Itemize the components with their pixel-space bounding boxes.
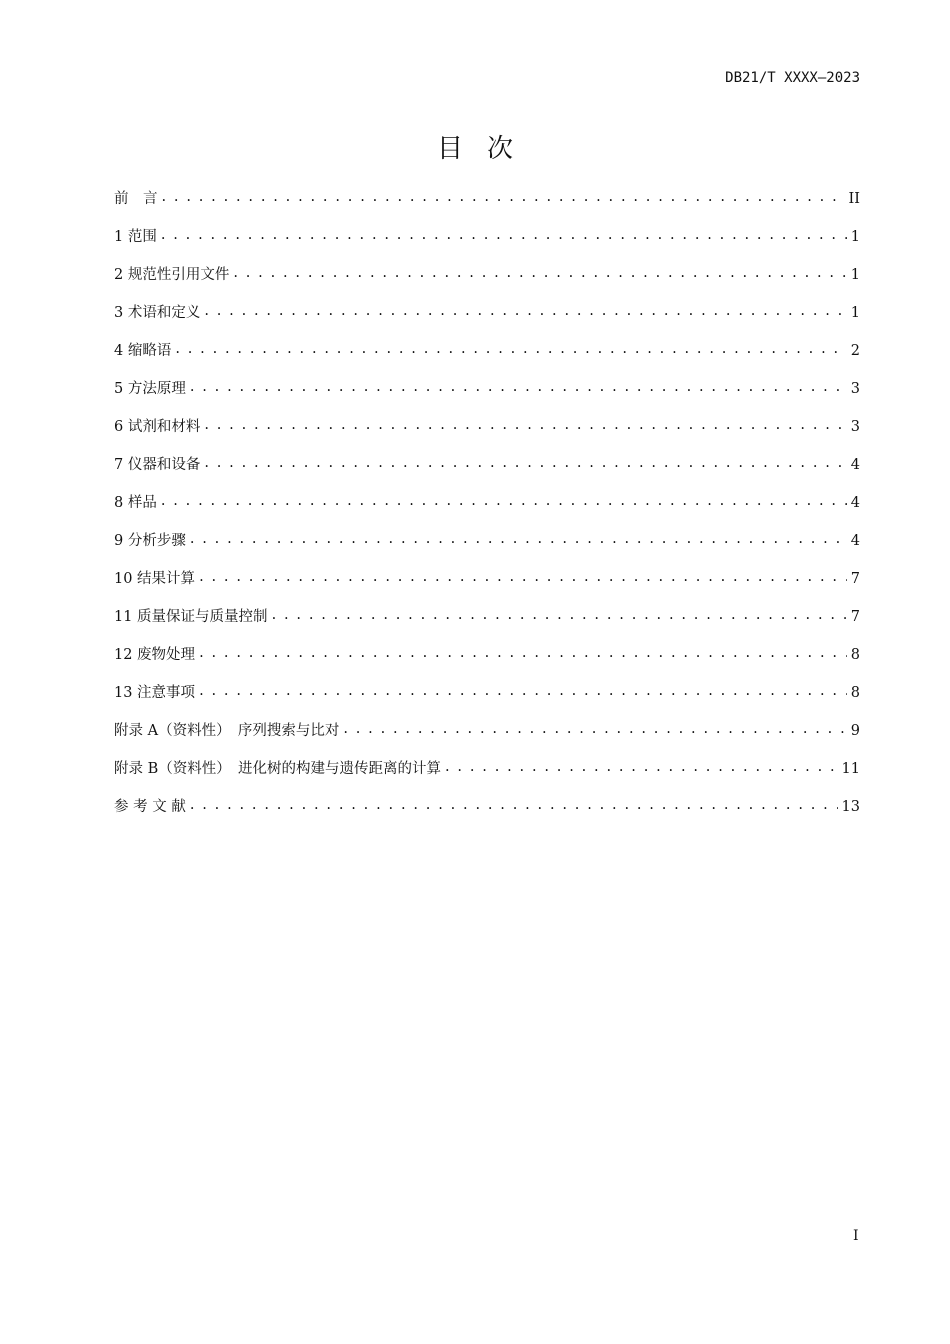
toc-entry[interactable] [114, 453, 860, 491]
toc-entry-page: 7 [850, 571, 860, 587]
toc-entry-page: 8 [850, 647, 860, 663]
toc-entry[interactable] [114, 377, 860, 415]
toc-entry-label: 11 质量保证与质量控制 [114, 609, 268, 625]
toc-entry-page: 3 [850, 419, 860, 435]
toc-entry-label: 9 分析步骤 [114, 533, 186, 549]
toc-entry-page: 9 [850, 723, 860, 739]
toc-entry[interactable] [114, 301, 860, 339]
dot-leader [162, 189, 845, 204]
toc-entry[interactable] [114, 263, 860, 301]
toc-entry-label: 6 试剂和材料 [114, 419, 201, 435]
dot-leader [175, 341, 846, 356]
dot-leader [343, 721, 846, 736]
toc-entry-label: 3 术语和定义 [114, 305, 201, 321]
toc-entry[interactable] [114, 757, 860, 795]
toc-entry-page: 2 [850, 343, 860, 359]
toc-entry[interactable] [114, 225, 860, 263]
dot-leader [190, 379, 847, 394]
toc-entry-label: 12 废物处理 [114, 647, 196, 663]
toc-entry-page: II [848, 191, 860, 207]
toc-entry-label: 附录 A（资料性） 序列搜索与比对 [114, 723, 340, 739]
toc-entry-label: 参 考 文 献 [114, 799, 186, 815]
toc-entry-label: 前 言 [114, 191, 158, 207]
toc-entry[interactable] [114, 491, 860, 529]
toc-entry-page: 4 [850, 533, 860, 549]
document-code: DB21/T XXXX—2023 [725, 70, 860, 86]
page-title: 目次 [436, 134, 537, 164]
toc-entry-label: 附录 B（资料性） 进化树的构建与遗传距离的计算 [114, 761, 442, 777]
toc-entry-label: 2 规范性引用文件 [114, 267, 230, 283]
toc-entry-page: 11 [841, 761, 860, 777]
toc-entry-label: 4 缩略语 [114, 343, 172, 359]
toc-entry[interactable] [114, 719, 860, 757]
toc-entry-label: 7 仪器和设备 [114, 457, 201, 473]
dot-leader [161, 493, 847, 508]
dot-leader [445, 759, 838, 774]
dot-leader [199, 645, 847, 660]
toc-entry[interactable] [114, 339, 860, 377]
toc-entry[interactable] [114, 187, 860, 225]
dot-leader [161, 227, 847, 242]
toc-entry[interactable] [114, 529, 860, 567]
table-of-contents [114, 187, 860, 833]
toc-entry-page: 13 [841, 799, 860, 815]
dot-leader [204, 417, 846, 432]
toc-entry-page: 4 [850, 457, 860, 473]
toc-entry-label: 1 范围 [114, 229, 157, 245]
dot-leader [204, 455, 846, 470]
toc-entry[interactable] [114, 567, 860, 605]
toc-entry-label: 8 样品 [114, 495, 157, 511]
toc-entry-page: 1 [850, 267, 860, 283]
toc-entry-page: 1 [850, 305, 860, 321]
toc-entry-page: 1 [850, 229, 860, 245]
toc-entry-label: 13 注意事项 [114, 685, 196, 701]
toc-entry[interactable] [114, 415, 860, 453]
dot-leader [204, 303, 846, 318]
toc-entry[interactable] [114, 605, 860, 643]
dot-leader [272, 607, 847, 622]
page-number: I [853, 1228, 859, 1244]
toc-entry[interactable] [114, 795, 860, 833]
toc-entry[interactable] [114, 643, 860, 681]
toc-entry-page: 3 [850, 381, 860, 397]
dot-leader [233, 265, 846, 280]
toc-entry-page: 4 [850, 495, 860, 511]
toc-entry-page: 7 [850, 609, 860, 625]
dot-leader [190, 531, 847, 546]
toc-entry-page: 8 [850, 685, 860, 701]
toc-entry-label: 5 方法原理 [114, 381, 186, 397]
dot-leader [199, 683, 847, 698]
dot-leader [199, 569, 847, 584]
dot-leader [190, 797, 838, 812]
toc-entry-label: 10 结果计算 [114, 571, 196, 587]
toc-entry[interactable] [114, 681, 860, 719]
